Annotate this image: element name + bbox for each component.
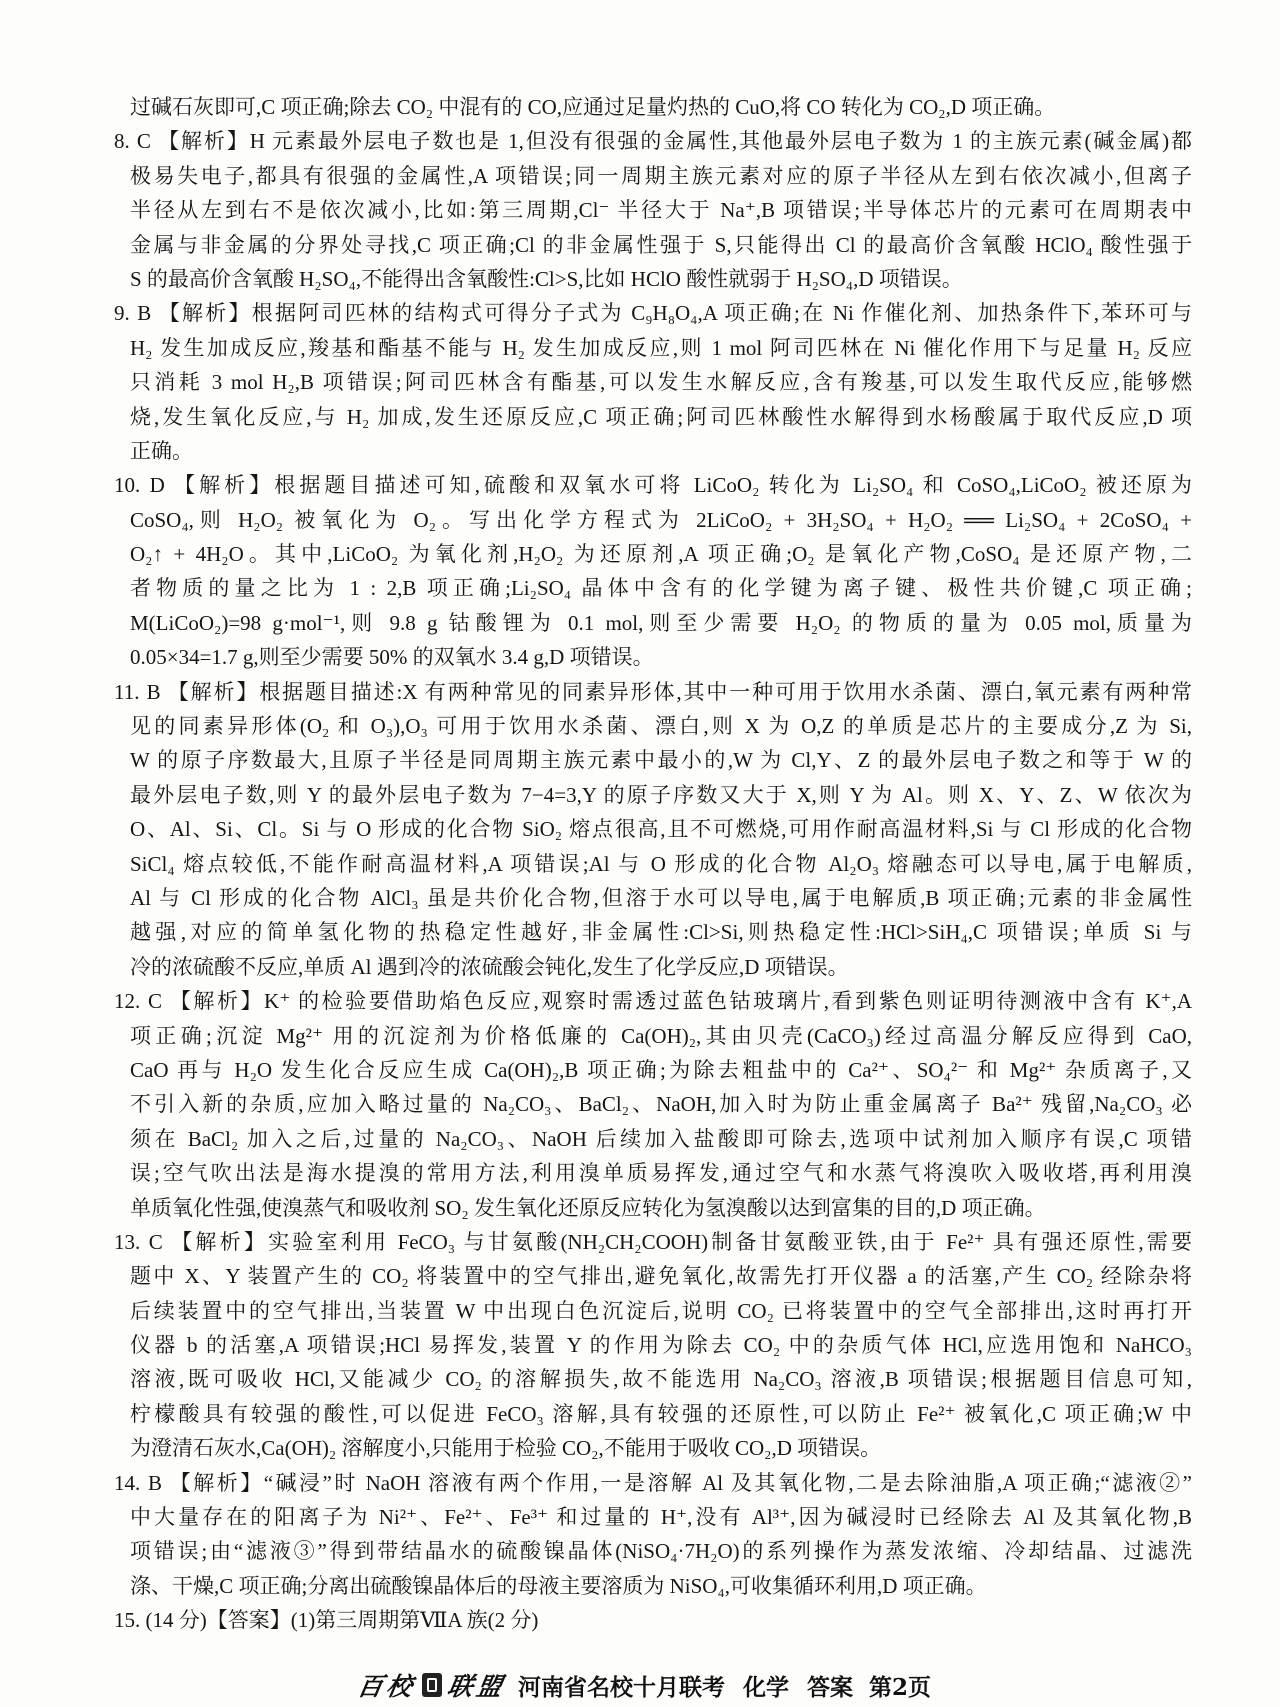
text-line: 题中 X、Y 装置产生的 CO₂ 将装置中的空气排出,避免氧化,故需先打开仪器 a 的活塞,产生 CO₂ 经除杂将 [130,1264,1192,1289]
logo-text-right: 联盟 [445,1672,509,1701]
text-line: CaO 再与 H₂O 发生化合反应生成 Ca(OH)₂,B 项正确;为除去粗盐中的 Ca²⁺、SO₄²⁻ 和 Mg²⁺ 杂质离子,又 [130,1057,1192,1082]
text-line: 越强,对应的简单氢化物的热稳定性越好,非金属性:Cl>Si,则热稳定性:HCl>SiH₄,C 项错误;单质 Si 与 [130,920,1192,945]
answer-explanations [0,90,1280,1638]
item-text: K⁺ 的检验要借助焰色反应,观察时需透过蓝色钴玻璃片,看到紫色则证明待测液中含有 K⁺,A [264,989,1192,1014]
text-line: 最外层电子数,则 Y 的最外层电子数为 7−4=3,Y 的原子序数又大于 X,则 Y 为 Al。则 X、Y、Z、W 依次为 [130,782,1192,807]
answer-item-10 [0,468,1280,674]
text-line: 正确。 [130,438,193,463]
text-line: S 的最高价含氧酸 H₂SO₄,不能得出含氧酸性:Cl>S,比如 HClO 酸性就弱于 H₂SO₄,D 项错误。 [130,266,963,291]
text-line: 不引入新的杂质,应加入略过量的 Na₂CO₃、BaCl₂、NaOH,加入时为防止重金属离子 Ba²⁺ 残留,Na₂CO₃ 必 [130,1092,1192,1117]
item-number: 13. [114,1229,141,1254]
text-line: 极易失电子,都具有很强的金属性,A 项错误;同一周期主族元素对应的原子半径从左到右依次减小,但离子 [130,163,1192,188]
item-number: 11. [114,679,140,704]
logo-emblem-icon [422,1673,442,1697]
text-line: 者物质的量之比为 1 : 2,B 项正确;Li₂SO₄ 晶体中含有的化学键为离子键、极性共价键,C 项正确; [130,576,1192,601]
text-line: 烧,发生氧化反应,与 H₂ 加成,发生还原反应,C 项正确;阿司匹林酸性水解得到水杨酸属于取代反应,D 项 [130,404,1192,429]
text-line: 误;空气吹出法是海水提溴的常用方法,利用溴单质易挥发,通过空气和水蒸气将溴吹入吸收塔,再利用溴 [130,1161,1192,1186]
item-text: 根据题目描述可知,硫酸和双氧水可将 LiCoO₂ 转化为 Li₂SO₄ 和 CoSO₄,LiCoO₂ 被还原为 [274,473,1192,498]
item-label: 【答案】 [206,1608,291,1633]
item-answer: B [148,1470,163,1495]
item-label: 【解析】 [169,1470,264,1495]
text-line: 冷的浓硫酸不反应,单质 Al 遇到冷的浓硫酸会钝化,发生了化学反应,D 项错误。 [130,954,849,979]
item-label: 【解析】 [167,679,260,704]
text-line: O、Al、Si、Cl。Si 与 O 形成的化合物 SiO₂ 熔点很高,且不可燃烧,可用作耐高温材料,Si 与 Cl 形成的化合物 [130,817,1192,842]
text-line: 金属与非金属的分界处寻找,C 项正确;Cl 的非金属性强于 S,只能得出 Cl 的最高价含氧酸 HClO₄ 酸性强于 [130,232,1192,257]
item-number: 14. [114,1470,141,1495]
text-line: W 的原子序数最大,且原子半径是同周期主族元素中最小的,W 为 Cl,Y、Z 的最外层电子数之和等于 W 的 [130,748,1192,773]
item-text: H 元素最外层电子数也是 1,但没有很强的金属性,其他最外层电子数为 1 的主族元素(碱金属)都 [249,129,1192,154]
text-line: M(LiCoO₂)=98 g·mol⁻¹,则 9.8 g 钴酸锂为 0.1 mol,则至少需要 H₂O₂ 的物质的量为 0.05 mol,质量为 [130,610,1192,635]
item-answer: C [136,129,151,154]
item-answer: B [146,679,161,704]
item-number: 12. [114,989,141,1014]
text-line: 涤、干燥,C 项正确;分离出硫酸镍晶体后的母液主要溶质为 NiSO₄,可收集循环利用,D 项正确。 [130,1573,987,1598]
logo-text-left: 百校 [355,1672,419,1701]
text-line: 只消耗 3 mol H₂,B 项错误;阿司匹林含有酯基,可以发生水解反应,含有羧基,可以发生取代反应,能够燃 [130,370,1192,395]
item-text: 根据阿司匹林的结构式可得分子式为 C₉H₈O₄,A 项正确;在 Ni 作催化剂、加热条件下,苯环可与 [251,301,1192,326]
text-line: 溶液,既可吸收 HCl,又能减少 CO₂ 的溶解损失,故不能选用 Na₂CO₃ 溶液,B 项错误;根据题目信息可知, [130,1367,1192,1392]
text-line: Al 与 Cl 形成的化合物 AlCl₃ 虽是共价化合物,但溶于水可以导电,属于电解质,B 项正确;元素的非金属性 [130,885,1192,910]
text-line: 项错误;由“滤液③”得到带结晶水的硫酸镍晶体(NiSO₄·7H₂O)的系列操作为蒸发浓缩、冷却结晶、过滤洗 [130,1539,1192,1564]
item-label: 【解析】 [169,989,265,1014]
item-first-line [114,1603,1192,1637]
text-line: 0.05×34=1.7 g,则至少需要 50% 的双氧水 3.4 g,D 项错误。 [130,645,654,670]
item-score: (14 分) [145,1608,207,1633]
footer-page-number: 第2页 [869,1673,932,1701]
text-line: 仪器 b 的活塞,A 项错误;HCl 易挥发,装置 Y 的作用为除去 CO₂ 中的杂质气体 HCl,应选用饱和 NaHCO₃ [130,1333,1192,1358]
answer-item-9 [0,296,1280,468]
item-first-line [114,675,1192,709]
text-line: 项正确;沉淀 Mg²⁺ 用的沉淀剂为价格低廉的 Ca(OH)₂,其由贝壳(CaCO₃)经过高温分解反应得到 CaO, [130,1023,1192,1048]
page-footer [355,1668,932,1702]
answer-item-11 [0,675,1280,985]
item-first-line [114,296,1192,330]
item-answer: C [148,989,163,1014]
footer-doc-type: 答案 [807,1673,854,1701]
text-line: 柠檬酸具有较强的酸性,可以促进 FeCO₃ 溶解,具有较强的还原性,可以防止 Fe²⁺ 被氧化,C 项正确;W 中 [130,1401,1192,1426]
answer-item-15 [0,1603,1280,1637]
item-label: 【解析】 [158,129,250,154]
answer-item-14 [0,1466,1280,1604]
item-text: “碱浸”时 NaOH 溶液有两个作用,一是溶解 Al 及其氧化物,二是去除油脂,A 项正确;“滤液②” [263,1470,1192,1495]
item-text: 实验室利用 FeCO₃ 与甘氨酸(NH₂CH₂COOH)制备甘氨酸亚铁,由于 Fe²⁺ 具有强还原性,需要 [268,1229,1192,1254]
item-first-line [114,984,1192,1018]
item-first-line [114,468,1192,502]
item-first-line [114,1225,1192,1259]
footer-exam-title: 河南省名校十月联考 [518,1673,726,1701]
answer-item-12 [0,984,1280,1225]
text-line: 须在 BaCl₂ 加入之后,过量的 Na₂CO₃、NaOH 后续加入盐酸即可除去,选项中试剂加入顺序有误,C 项错 [130,1126,1192,1151]
item-label: 【解析】 [171,1229,269,1254]
answer-item-8 [0,124,1280,296]
text-line: O₂↑ + 4H₂O。其中,LiCoO₂ 为氧化剂,H₂O₂ 为还原剂,A 项正确;O₂ 是氧化产物,CoSO₄ 是还原产物,二 [130,542,1192,567]
item-answer: C [148,1229,163,1254]
item-first-line [114,124,1192,158]
item-text: 根据题目描述:X 有两种常见的同素异形体,其中一种可用于饮用水杀菌、漂白,氧元素有两种常 [259,679,1192,704]
text-line: 过碱石灰即可,C 项正确;除去 CO₂ 中混有的 CO,应通过足量灼热的 CuO,将 CO 转化为 CO₂,D 项正确。 [130,95,1056,119]
item-label: 【解析】 [158,301,252,326]
text-line: 为澄清石灰水,Ca(OH)₂ 溶解度小,只能用于检验 CO₂,不能用于吸收 CO₂,D 项错误。 [130,1436,882,1461]
item-first-line [114,1466,1192,1500]
item-number: 15. [114,1608,141,1633]
item-label: 【解析】 [174,473,275,498]
text-line: 中大量存在的阳离子为 Ni²⁺、Fe²⁺、Fe³⁺ 和过量的 H⁺,没有 Al³⁺,因为碱浸时已经除去 Al 及其氧化物,B [130,1505,1192,1530]
text-line: 后续装置中的空气排出,当装置 W 中出现白色沉淀后,说明 CO₂ 已将装置中的空气全部排出,这时再打开 [130,1298,1192,1323]
item-number: 10. [114,473,141,498]
text-line: 见的同素异形体(O₂ 和 O₃),O₃ 可用于饮用水杀菌、漂白,则 X 为 O,Z 的单质是芯片的主要成分,Z 为 Si, [130,714,1192,739]
item-number: 9. [114,301,130,326]
text-line: H₂ 发生加成反应,羧基和酯基不能与 H₂ 发生加成反应,则 1 mol 阿司匹林在 Ni 催化作用下与足量 H₂ 反应 [130,335,1192,360]
text-line: 单质氧化性强,使溴蒸气和吸收剂 SO₂ 发生氧化还原反应转化为氢溴酸以达到富集的目的,D 项正确。 [130,1195,1046,1220]
text-line: 半径从左到右不是依次减小,比如:第三周期,Cl⁻ 半径大于 Na⁺,B 项错误;半导体芯片的元素可在周期表中 [130,198,1192,223]
text-line: SiCl₄ 熔点较低,不能作耐高温材料,A 项错误;Al 与 O 形成的化合物 Al₂O₃ 熔融态可以导电,属于电解质, [130,851,1192,876]
item-answer: D [149,473,165,498]
item-answer: B [137,301,152,326]
item-number: 8. [114,129,130,154]
answer-item-13 [0,1225,1280,1466]
footer-subject: 化学 [743,1673,790,1701]
item-text: (1)第三周期第ⅦA 族(2 分) [290,1608,539,1633]
text-line: CoSO₄,则 H₂O₂ 被氧化为 O₂。写出化学方程式为 2LiCoO₂ + 3H₂SO₄ + H₂O₂ ══ Li₂SO₄ + 2CoSO₄ + [130,507,1192,532]
